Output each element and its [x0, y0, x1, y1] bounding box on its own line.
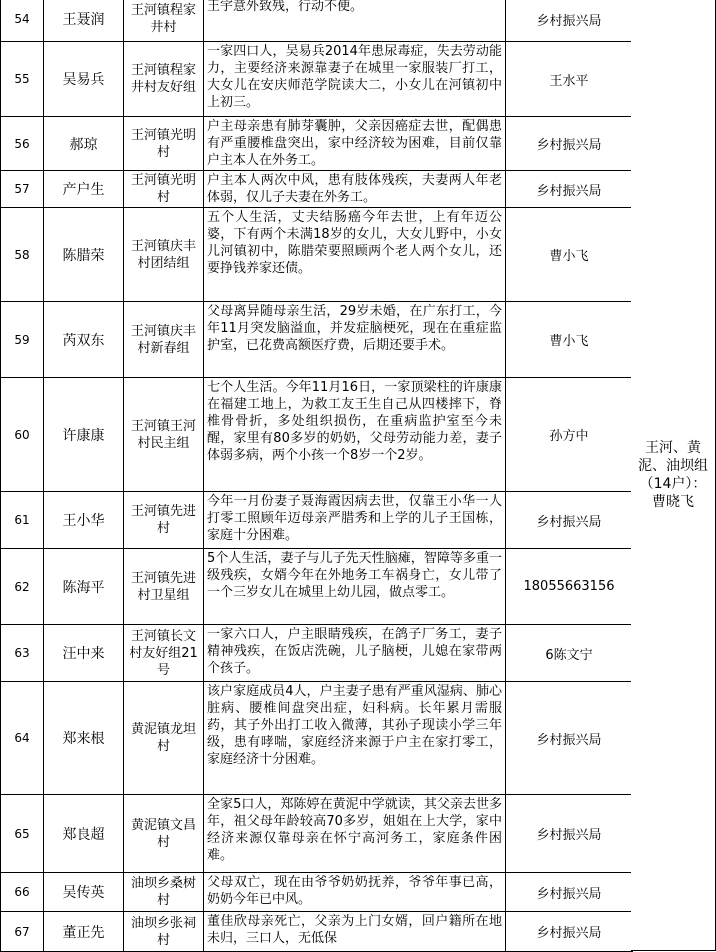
situation: 五个人生活，丈夫结肠癌今年去世，上有年迈公婆，下有两个未满18岁的女儿，大女儿野中，小女儿河镇初中，陈腊荣要照顾两个老人两个女儿，还要挣钱养家还债。: [204, 208, 506, 302]
row-number: 60: [1, 378, 44, 492]
row-number: 55: [1, 42, 44, 117]
responsible: 王水平: [506, 42, 633, 117]
responsible: 乡村振兴局: [506, 682, 633, 795]
table-row: [1, 302, 716, 378]
row-number: 67: [1, 912, 44, 952]
situation: 王宇意外致残，行动不便。: [204, 0, 506, 42]
person-name: 王小华: [44, 492, 124, 549]
row-number: 58: [1, 208, 44, 302]
person-name: 许康康: [44, 378, 124, 492]
responsible: 6陈文宁: [506, 625, 633, 682]
situation: 5个人生活，妻子与儿子先天性脑瘫，智障等多重一级残疾，女婿今年在外地务工车祸身亡，女儿带了一个三岁女儿在城里上幼儿园，做点零工。: [204, 549, 506, 625]
person-name: 陈海平: [44, 549, 124, 625]
responsible: 乡村振兴局: [506, 912, 633, 952]
person-name: 郑良超: [44, 795, 124, 873]
situation: 父母离异随母亲生活，29岁未婚，在广东打工，今年11月突发脑溢血，并发症脑梗死，现在在重症监护室，已花费高额医疗费，后期还要手术。: [204, 302, 506, 378]
table-row: [1, 873, 716, 912]
situation: 户主母亲患有肺芽囊肿，父亲因癌症去世，配偶患有严重腰椎盘突出，家中经济较为困难，目前仅靠户主本人在外务工。: [204, 117, 506, 171]
situation: 七个人生活。今年11月16日，一家顶梁柱的许康康在福建工地上，为救工友王生自己从四楼摔下，脊椎骨骨折，多处组织损伤，在重病监护室至今未醒，家里有80多岁的奶奶，父母劳动能力差，妻子体弱多病，两个小孩一个8岁一个2岁。: [204, 378, 506, 492]
address: 黄泥镇文昌村: [124, 795, 204, 873]
row-number: 57: [1, 171, 44, 208]
table-row: [1, 625, 716, 682]
row-number: 54: [1, 0, 44, 42]
person-name: 产户生: [44, 171, 124, 208]
person-name: 王聂润: [44, 0, 124, 42]
address: 王河镇庆丰村新春组: [124, 302, 204, 378]
address: 油坝乡桑树村: [124, 873, 204, 912]
person-name: 郑来根: [44, 682, 124, 795]
address: 王河镇光明村: [124, 117, 204, 171]
row-number: 66: [1, 873, 44, 912]
address: 王河镇庆丰村团结组: [124, 208, 204, 302]
situation: 一家六口人，户主眼睛残疾，在鸽子厂务工，妻子精神残疾，在饭店洗碗，儿子脑梗，儿媳在家带两个孩子。: [204, 625, 506, 682]
person-name: 吴易兵: [44, 42, 124, 117]
responsible: 孙方中: [506, 378, 633, 492]
situation: 董佳欣母亲死亡，父亲为上门女婿，回户籍所在地未归，三口人，无低保: [204, 912, 506, 952]
address: 油坝乡张祠村: [124, 912, 204, 952]
person-name: 汪中来: [44, 625, 124, 682]
responsible: 乡村振兴局: [506, 795, 633, 873]
person-name: 郝琼: [44, 117, 124, 171]
table-row: [1, 208, 716, 302]
responsible: 乡村振兴局: [506, 117, 633, 171]
table-row: [1, 117, 716, 171]
address: 王河镇王河村民主组: [124, 378, 204, 492]
row-number: 59: [1, 302, 44, 378]
row-number: 63: [1, 625, 44, 682]
row-number: 56: [1, 117, 44, 171]
responsible: 18055663156: [506, 549, 633, 625]
table-row: [1, 549, 716, 625]
address: 王河镇先进村卫星组: [124, 549, 204, 625]
responsible: 曹小飞: [506, 208, 633, 302]
row-number: 61: [1, 492, 44, 549]
person-name: 陈腊荣: [44, 208, 124, 302]
person-name: 芮双东: [44, 302, 124, 378]
situation: 父母双亡，现在由爷爷奶奶抚养，爷爷年事已高，奶奶今年已中风。: [204, 873, 506, 912]
row-number: 64: [1, 682, 44, 795]
row-number: 62: [1, 549, 44, 625]
group-cell: 王河、黄泥、油坝组（14户）：曹晓飞: [631, 0, 716, 951]
table-row: [1, 795, 716, 873]
situation: 今年一月份妻子聂海霞因病去世，仅靠王小华一人打零工照顾年迈母亲严腊秀和上学的儿子王国栋，家庭十分困难。: [204, 492, 506, 549]
address: 王河镇光明村: [124, 171, 204, 208]
table-row: [1, 0, 716, 42]
row-number: 65: [1, 795, 44, 873]
person-name: 吴传英: [44, 873, 124, 912]
address: 王河镇程家井村: [124, 0, 204, 42]
situation: 户主本人两次中风，患有肢体残疾，夫妻两人年老体弱，仅儿子夫妻在外务工。: [204, 171, 506, 208]
responsible: 乡村振兴局: [506, 873, 633, 912]
table-row: [1, 171, 716, 208]
table-row: [1, 912, 716, 952]
table-row: [1, 378, 716, 492]
situation: 一家四口人，吴易兵2014年患尿毒症，失去劳动能力，主要经济来源靠妻子在城里一家服装厂打工，大女儿在安庆师范学院读大二，小女儿在河镇初中上初三。: [204, 42, 506, 117]
responsible: 乡村振兴局: [506, 492, 633, 549]
table-row: [1, 682, 716, 795]
responsible: 乡村振兴局: [506, 0, 633, 42]
address: 王河镇程家井村友好组: [124, 42, 204, 117]
address: 王河镇长文村友好组21号: [124, 625, 204, 682]
person-name: 董正先: [44, 912, 124, 952]
table-row: [1, 42, 716, 117]
responsible: 乡村振兴局: [506, 171, 633, 208]
address: 王河镇先进村: [124, 492, 204, 549]
table-row: [1, 492, 716, 549]
address: 黄泥镇龙坦村: [124, 682, 204, 795]
situation: 该户家庭成员4人，户主妻子患有严重风湿病、肺心脏病、腰椎间盘突出症，妇科病。长年累月需服药，其子外出打工收入微薄，其孙子现读小学三年级，患有哮喘，家庭经济来源于户主在家打零工，家庭经济十分困难。: [204, 682, 506, 795]
responsible: 曹小飞: [506, 302, 633, 378]
situation: 全家5口人，郑陈婷在黄泥中学就读，其父亲去世多年，祖父母年龄较高70多岁，姐姐在上大学，家中经济来源仅靠母亲在怀宁高河务工，家庭条件困难。: [204, 795, 506, 873]
